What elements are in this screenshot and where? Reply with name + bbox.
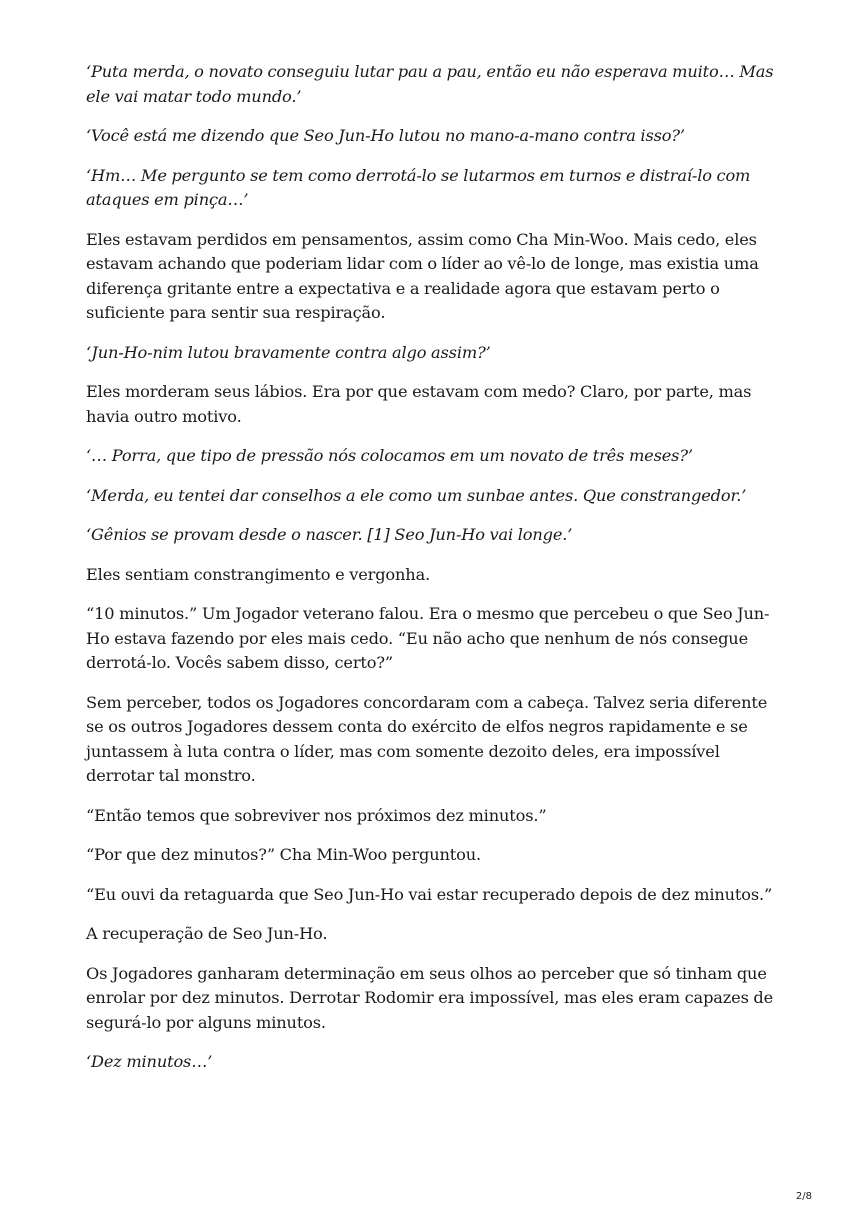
document-body [86,60,786,1090]
paragraph: ‘Gênios se provam desde o nascer. [1] Seo Jun-Ho vai longe.’ [86,525,573,544]
paragraph: A recuperação de Seo Jun-Ho. [86,924,328,943]
paragraph: Eles sentiam constrangimento e vergonha. [86,564,431,584]
paragraph: “Eu ouvi da retaguarda que Seo Jun-Ho vai estar recuperado depois de dez minutos.” [86,884,773,904]
paragraph: ‘Puta merda, o novato conseguiu lutar pau a pau, então eu não esperava muito… Mas ele vai matar todo mundo.’ [86,62,774,106]
paragraph: Eles morderam seus lábios. Era por que estavam com medo? Claro, por parte, mas havia outro motivo. [86,382,752,426]
paragraph: “10 minutos.” Um Jogador veterano falou. Era o mesmo que percebeu o que Seo Jun-Ho estava fazendo por eles mais cedo. “Eu não acho que nenhum de nós consegue derrotá-lo. Vocês sabem disso, certo?” [86,604,770,672]
paragraph: “Por que dez minutos?” Cha Min-Woo perguntou. [86,845,482,864]
paragraph: “Então temos que sobreviver nos próximos dez minutos.” [86,805,547,825]
paragraph: Eles estavam perdidos em pensamentos, assim como Cha Min-Woo. Mais cedo, eles estavam achando que poderiam lidar com o líder ao vê-lo de longe, mas existia uma diferença gritante entre a expectativa e a realidade agora que estavam perto o suficiente para sentir sua respiração. [86,229,759,322]
paragraph: ‘Jun-Ho-nim lutou bravamente contra algo assim?’ [86,342,491,362]
paragraph: ‘Hm… Me pergunto se tem como derrotá-lo se lutarmos em turnos e distraí-lo com ataques em pinça…’ [86,165,751,209]
paragraph: Sem perceber, todos os Jogadores concordaram com a cabeça. Talvez seria diferente se os outros Jogadores dessem conta do exército de elfos negros rapidamente e se juntassem à luta contra o líder, mas com somente dezoito deles, era impossível derrotar tal monstro. [86,692,768,785]
page-number: 2/8 [795,1191,812,1202]
paragraph: ‘Você está me dizendo que Seo Jun-Ho lutou no mano-a-mano contra isso?’ [86,126,685,145]
paragraph: ‘Dez minutos…’ [86,1052,213,1071]
paragraph: ‘… Porra, que tipo de pressão nós colocamos em um novato de três meses?’ [86,446,693,465]
paragraph: Os Jogadores ganharam determinação em seus olhos ao perceber que só tinham que enrolar por dez minutos. Derrotar Rodomir era impossível, mas eles eram capazes de segurá-lo por alguns minutos. [86,963,774,1032]
paragraph: ‘Merda, eu tentei dar conselhos a ele como um sunbae antes. Que constrangedor.’ [86,485,747,505]
